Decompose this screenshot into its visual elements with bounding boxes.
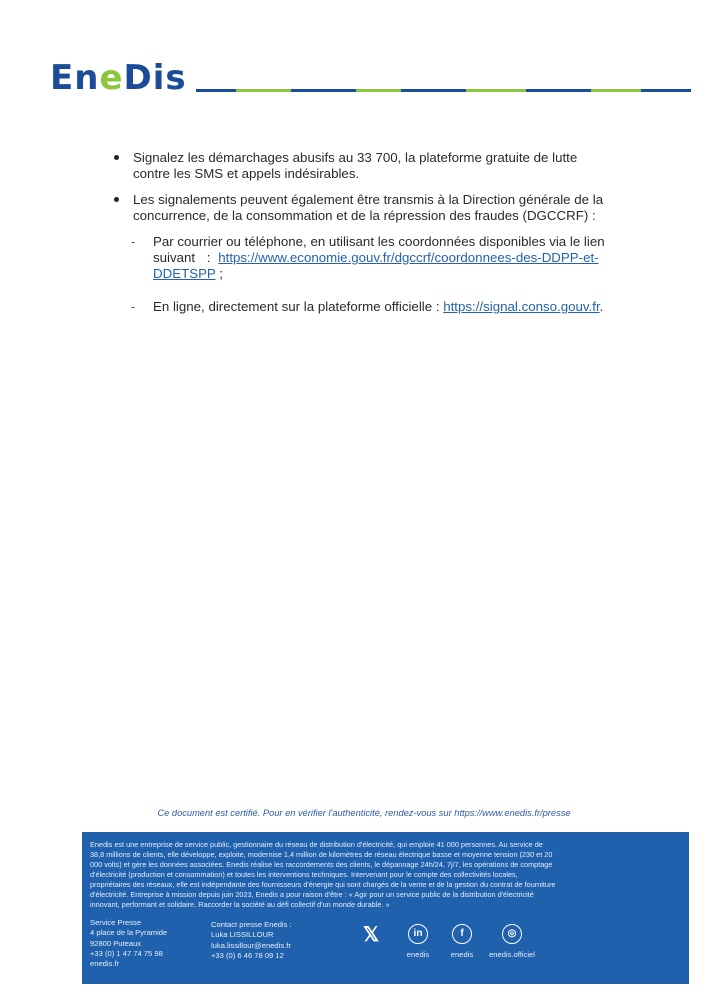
press-service-title: Service Presse: [90, 918, 142, 927]
logo-part-en: En: [50, 58, 100, 98]
facebook-label: enedis: [450, 950, 474, 959]
signal-conso-link[interactable]: https://signal.conso.gouv.fr: [443, 299, 600, 314]
about-line: d'électricité (production et consommation) et toutes les interventions techniques. Intervenant pour le compte des collectivités locales,: [90, 870, 518, 879]
facebook-icon: f: [452, 924, 472, 944]
footer-band: [82, 832, 689, 984]
bullet-marker: [114, 155, 119, 160]
press-service-website[interactable]: enedis.fr: [90, 959, 120, 969]
instagram-social-link[interactable]: [482, 924, 542, 959]
sub-item-courrier: [153, 234, 610, 282]
about-line: Enedis est une entreprise de service public, gestionnaire du réseau de distribution d'électricité, qui emploie 41 000 personnes. Au service de: [90, 840, 543, 849]
enedis-logo: [50, 58, 187, 98]
press-contact-name: Luka LISSILLOUR: [211, 930, 274, 940]
press-service-block: [90, 918, 167, 969]
logo-part-dis: Dis: [123, 58, 187, 98]
dgccrf-coordonnees-link[interactable]: https://www.economie.gouv.fr/dgccrf/coordonnees-des-DDPP-et-: [218, 250, 599, 265]
header-divider: [196, 89, 691, 92]
dash-marker: -: [131, 299, 136, 314]
press-contact-phone: +33 (0) 6 46 78 09 12: [211, 950, 284, 960]
press-contact-title: Contact presse Enedis :: [211, 920, 292, 929]
sub-item-courrier-tail: ;: [215, 266, 223, 281]
x-icon: 𝕏: [362, 924, 380, 946]
about-line: innovant, performant et solidaire. Raccorder la société au défi collectif d'un monde durable. »: [90, 900, 390, 909]
sub-item-en-ligne-tail: .: [599, 299, 604, 314]
about-line: d'électricité. Entreprise à mission depuis juin 2023, Enedis a pour raison d'être : « Agir pour un service public de la distribution d'électricité: [90, 890, 534, 899]
dash-marker: -: [131, 234, 136, 249]
x-social-link[interactable]: [360, 924, 382, 952]
linkedin-social-link[interactable]: [400, 924, 436, 959]
bullet-33700: Signalez les démarchages abusifs au 33 700, la plateforme gratuite de lutte contre les SMS et appels indésirables.: [133, 150, 578, 181]
press-service-address: 4 place de la Pyramide: [90, 928, 168, 938]
about-line: 000 volts) et gère les données associées. Enedis réalise les raccordements des clients, le dépannage 24h/24, 7j/7, les opérations de comptage: [90, 860, 553, 869]
press-service-phone: +33 (0) 1 47 74 75 98: [90, 948, 163, 958]
sub-item-courrier-suivant: suivant :: [153, 250, 211, 265]
bullet-marker: [114, 197, 119, 202]
instagram-label: enedis.officiel: [489, 950, 535, 959]
about-line: propriétaires des réseaux, elle est indépendante des fournisseurs d'énergie qui sont chargés de la vente et de la gestion du contrat de fourniture: [90, 880, 556, 889]
press-contact-block: [211, 920, 292, 961]
sub-item-en-ligne-text: En ligne, directement sur la plateforme officielle :: [153, 299, 444, 314]
press-contact-email[interactable]: luka.lissillour@enedis.fr: [211, 940, 291, 950]
dgccrf-coordonnees-link-cont[interactable]: DDETSPP: [153, 266, 216, 281]
sub-item-en-ligne: [153, 299, 610, 315]
instagram-icon: ◎: [502, 924, 522, 944]
press-service-city: 92800 Puteaux: [90, 938, 142, 948]
company-description: [90, 840, 680, 910]
linkedin-label: enedis: [406, 950, 430, 959]
logo-part-e: e: [99, 58, 124, 98]
about-line: 38,8 millions de clients, elle développe, exploite, modernise 1,4 million de kilomètres de réseau électrique basse et moyenne tension (230 et 20: [90, 850, 553, 859]
certification-notice: Ce document est certifié. Pour en vérifier l'authenticité, rendez-vous sur https://www.enedis.fr/presse: [157, 808, 571, 818]
facebook-social-link[interactable]: [444, 924, 480, 959]
linkedin-icon: in: [408, 924, 428, 944]
sub-item-courrier-text: Par courrier ou téléphone, en utilisant les coordonnées disponibles via le lien: [153, 234, 605, 249]
bullet-dgccrf: Les signalements peuvent également être transmis à la Direction générale de la concurrence, de la consommation et de la répression des fraudes (DGCCRF) :: [133, 192, 604, 223]
